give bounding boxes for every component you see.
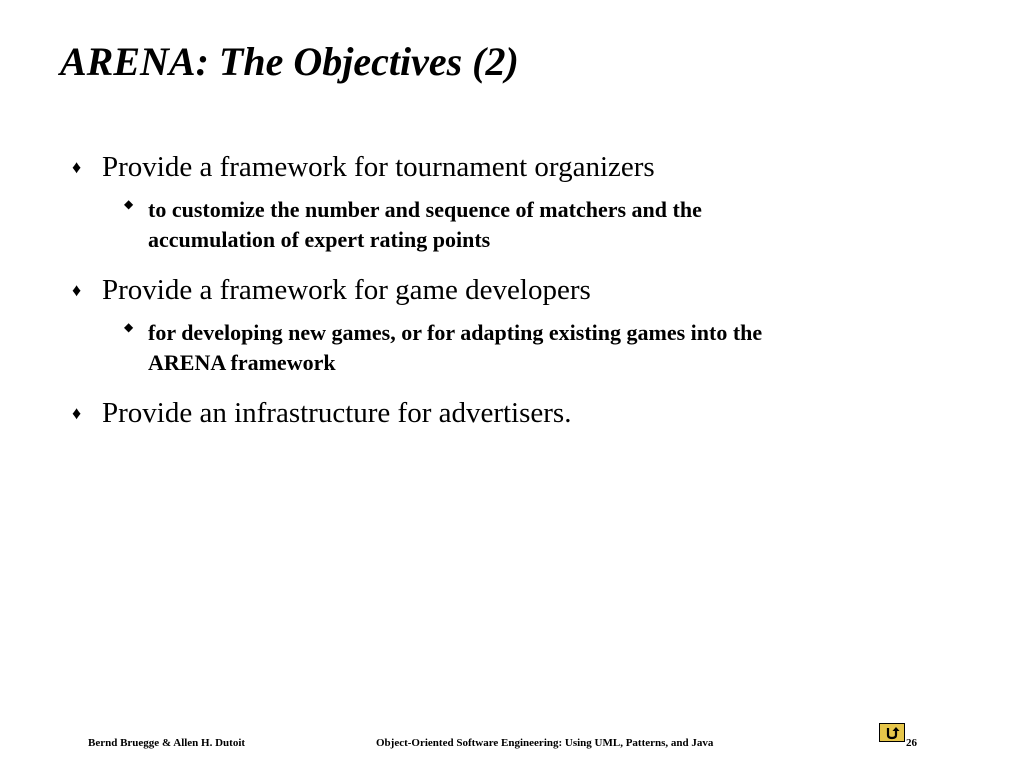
- bullet-item: [72, 150, 892, 184]
- sub-bullet-item: [124, 318, 892, 378]
- diamond-sub-bullet-icon: ◆: [124, 197, 134, 211]
- bullet-text: Provide a framework for game developers: [102, 274, 591, 306]
- slide-title: ARENA: The Objectives (2): [60, 39, 519, 84]
- bullet-item: [72, 396, 892, 430]
- bullet-text: Provide an infrastructure for advertisers.: [102, 397, 572, 429]
- bullet-text: Provide a framework for tournament organizers: [102, 151, 655, 183]
- diamond-bullet-icon: ♦: [72, 280, 82, 300]
- diamond-bullet-icon: ♦: [72, 403, 82, 423]
- diamond-bullet-icon: ♦: [72, 157, 82, 177]
- diamond-sub-bullet-icon: ◆: [124, 320, 134, 334]
- sub-bullet-item: [124, 195, 892, 255]
- footer-book-title: Object-Oriented Software Engineering: Using UML, Patterns, and Java: [376, 737, 714, 749]
- return-arrow-icon[interactable]: [879, 723, 905, 742]
- sub-bullet-text: for developing new games, or for adapting existing games into the ARENA framework: [148, 320, 763, 375]
- bullet-list: [72, 150, 892, 430]
- bullet-item: [72, 273, 892, 307]
- sub-bullet-text: to customize the number and sequence of matchers and the accumulation of expert rating points: [148, 197, 702, 252]
- footer-authors: Bernd Bruegge & Allen H. Dutoit: [88, 737, 246, 749]
- page-number: 26: [906, 737, 917, 749]
